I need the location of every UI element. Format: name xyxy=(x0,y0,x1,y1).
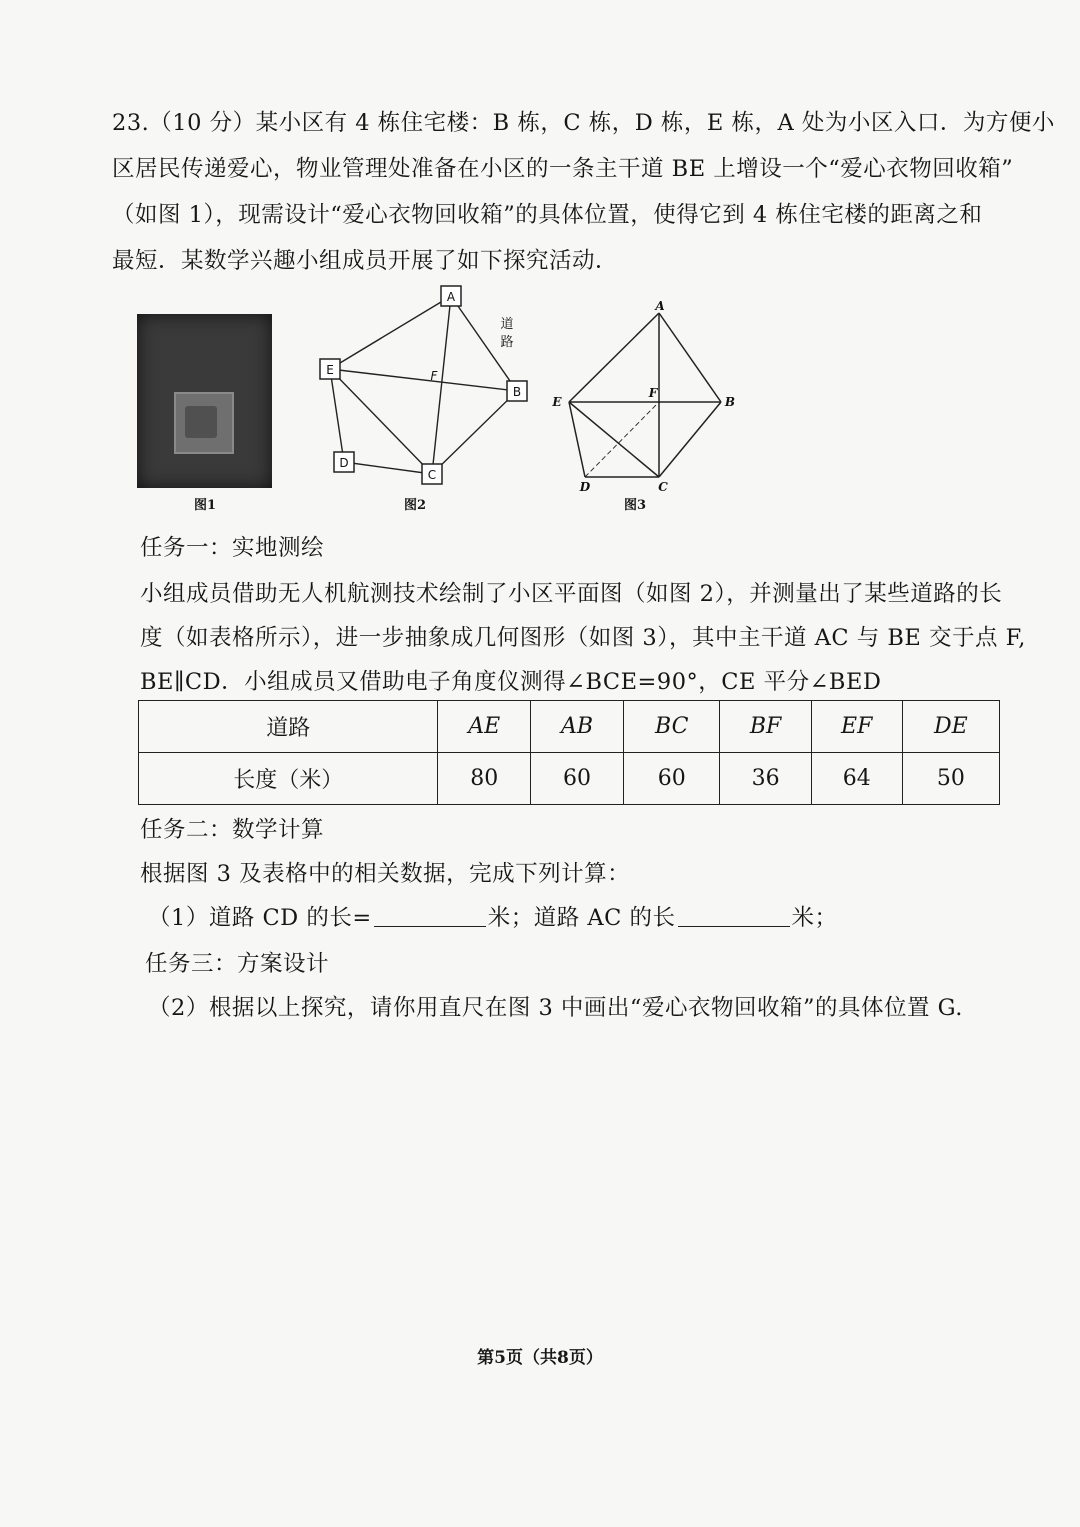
table-road-ef: EF xyxy=(811,701,902,753)
table-road-ab: AB xyxy=(531,701,624,753)
table-length-ab: 60 xyxy=(531,753,624,805)
fig2-line-bc xyxy=(432,391,517,474)
problem-line-1: 23.（10 分）某小区有 4 栋住宅楼：B 栋，C 栋，D 栋，E 栋，A 处为小区入口．为方便小 xyxy=(112,110,1055,136)
figure-1-caption: 图1 xyxy=(193,498,217,513)
q1-text-3: 米； xyxy=(791,905,838,931)
fig2-label-a: A xyxy=(446,290,456,304)
figure-1-photo xyxy=(137,314,272,488)
photo-box-detail xyxy=(185,406,217,438)
page-footer: 第5页（共8页） xyxy=(477,1348,603,1368)
fig2-line-ed xyxy=(330,369,344,462)
fig2-road-label-1: 道 xyxy=(500,317,514,332)
table-road-bf: BF xyxy=(720,701,811,753)
table-road-de: DE xyxy=(902,701,999,753)
fig3-line-bc xyxy=(659,402,721,477)
cd-answer-blank[interactable] xyxy=(374,904,486,927)
figure-2-diagram xyxy=(310,282,540,492)
fig2-line-eb xyxy=(330,369,517,391)
table-value-row xyxy=(139,753,1000,805)
table-road-bc: BC xyxy=(623,701,720,753)
fig2-line-dc xyxy=(344,462,432,474)
task1-line-2: 度（如表格所示），进一步抽象成几何图形（如图 3），其中主干道 AC 与 BE 交于点 F, xyxy=(140,625,1026,651)
task3-title: 任务三：方案设计 xyxy=(145,951,330,977)
task2-title: 任务二：数学计算 xyxy=(140,817,325,843)
table-length-ae: 80 xyxy=(438,753,531,805)
fig3-line-ae xyxy=(569,313,659,402)
table-length-ef: 64 xyxy=(811,753,902,805)
fig3-label-a: A xyxy=(655,300,665,313)
problem-line-4: 最短．某数学兴趣小组成员开展了如下探究活动． xyxy=(112,248,619,274)
fig2-label-f: F xyxy=(430,369,438,383)
figure-3-caption: 图3 xyxy=(623,498,647,513)
task2-intro: 根据图 3 及表格中的相关数据，完成下列计算： xyxy=(140,861,631,887)
table-length-bc: 60 xyxy=(623,753,720,805)
table-row-label: 长度（米） xyxy=(139,753,438,805)
table-header-label: 道路 xyxy=(139,701,438,753)
figure-2-caption: 图2 xyxy=(403,498,427,513)
q1-text-1: （1）道路 CD 的长= xyxy=(148,905,372,931)
fig2-label-c: C xyxy=(427,468,437,482)
table-header-row xyxy=(139,701,1000,753)
table-length-bf: 36 xyxy=(720,753,811,805)
fig2-label-b: B xyxy=(512,385,522,399)
fig3-line-ab xyxy=(659,313,721,402)
task1-line-1: 小组成员借助无人机航测技术绘制了小区平面图（如图 2），并测量出了某些道路的长 xyxy=(140,581,1003,607)
fig3-label-f: F xyxy=(648,386,658,400)
fig2-line-ac xyxy=(432,296,451,474)
fig3-line-df-dashed xyxy=(585,402,659,477)
fig2-label-e: E xyxy=(326,363,334,377)
fig2-label-d: D xyxy=(339,456,349,470)
question-2: （2）根据以上探究，请你用直尺在图 3 中画出“爱心衣物回收箱”的具体位置 G. xyxy=(148,995,963,1021)
table-length-de: 50 xyxy=(902,753,999,805)
fig3-label-e: E xyxy=(552,395,562,409)
table-road-ae: AE xyxy=(438,701,531,753)
problem-line-3: （如图 1），现需设计“爱心衣物回收箱”的具体位置，使得它到 4 栋住宅楼的距离之和 xyxy=(112,202,983,228)
fig2-road-label-2: 路 xyxy=(500,335,514,350)
fig2-line-ae xyxy=(330,296,451,369)
road-length-table xyxy=(138,700,1000,805)
fig3-label-c: C xyxy=(658,480,668,494)
problem-line-2: 区居民传递爱心，物业管理处准备在小区的一条主干道 BE 上增设一个“爱心衣物回收箱” xyxy=(112,156,1014,182)
problem-statement xyxy=(112,100,1055,284)
fig3-label-b: B xyxy=(724,395,736,409)
task1-title: 任务一：实地测绘 xyxy=(140,535,325,561)
q1-text-2: 米；道路 AC 的长 xyxy=(487,905,676,931)
fig3-label-d: D xyxy=(579,480,591,494)
figure-3-diagram xyxy=(545,300,745,500)
task1-line-3: BE∥CD．小组成员又借助电子角度仪测得∠BCE=90°，CE 平分∠BED xyxy=(140,669,882,695)
question-1 xyxy=(148,900,838,932)
ac-answer-blank[interactable] xyxy=(678,904,790,927)
